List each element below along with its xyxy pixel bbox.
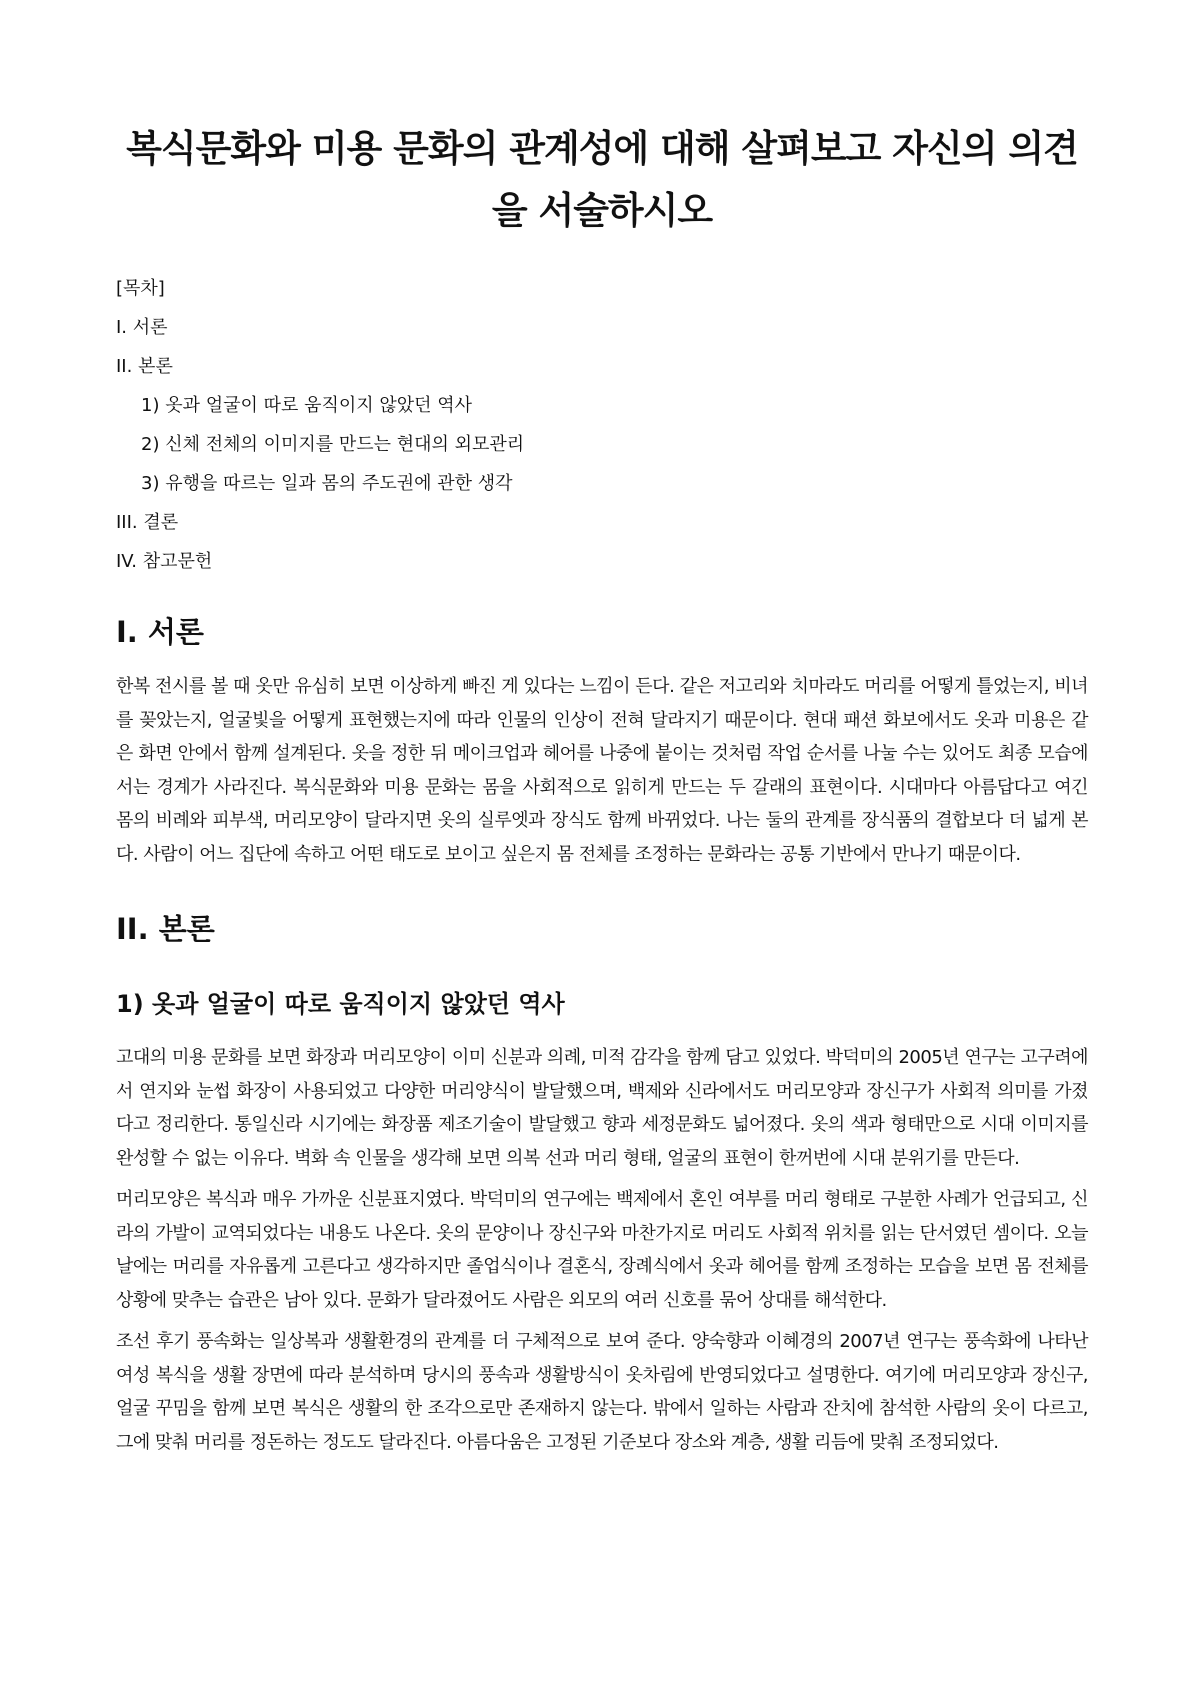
intro-paragraph: 한복 전시를 볼 때 옷만 유심히 보면 이상하게 빠진 게 있다는 느낌이 든다. 같은 저고리와 치마라도 머리를 어떻게 틀었는지, 비녀를 꽂았는지, 얼굴빛을 어떻게 표현했는지에 따라 인물의 인상이 전혀 달라지기 때문이다. 현대 패션 화보에서도 옷과 미용은 같은 화면 안에서 함께 설계된다. 옷을 정한 뒤 메이크업과 헤어를 나중에 붙이는 것처럼 작업 순서를 나눌 수는 있어도 최종 모습에서는 경계가 사라진다. 복식문화와 미용 문화는 몸을 사회적으로 읽히게 만드는 두 갈래의 표현이다. 시대마다 아름답다고 여긴 몸의 비례와 피부색, 머리모양이 달라지면 옷의 실루엣과 장식도 함께 바뀌었다. 나는 둘의 관계를 장식품의 결합보다 더 넓게 본다. 사람이 어느 집단에 속하고 어떤 태도로 보이고 싶은지 몸 전체를 조정하는 문화라는 공통 기반에서 만나기 때문이다. <box>116 676 1088 865</box>
toc-item: II. 본론 <box>116 356 173 377</box>
section-heading-body: II. 본론 <box>116 912 215 946</box>
toc-item: III. 결론 <box>116 512 179 533</box>
toc-subitem: 3) 유행을 따르는 일과 몸의 주도권에 관한 생각 <box>141 473 513 494</box>
toc-subitem: 1) 옷과 얼굴이 따로 움직이지 않았던 역사 <box>141 395 473 416</box>
body-paragraph: 고대의 미용 문화를 보면 화장과 머리모양이 이미 신분과 의례, 미적 감각을 함께 담고 있었다. 박덕미의 2005년 연구는 고구려에서 연지와 눈썹 화장이 사용되었고 다양한 머리양식이 발달했으며, 백제와 신라에서도 머리모양과 장신구가 사회적 의미를 가졌다고 정리한다. 통일신라 시기에는 화장품 제조기술이 발달했고 향과 세정문화도 넓어졌다. 옷의 색과 형태만으로 시대 이미지를 완성할 수 없는 이유다. 벽화 속 인물을 생각해 보면 의복 선과 머리 형태, 얼굴의 표현이 한꺼번에 시대 분위기를 만든다. <box>116 1047 1088 1169</box>
toc-heading: [목차] <box>116 278 165 299</box>
toc-subitem: 2) 신체 전체의 이미지를 만드는 현대의 외모관리 <box>141 434 525 455</box>
section-heading-intro: I. 서론 <box>116 615 204 649</box>
toc-item: I. 서론 <box>116 317 168 338</box>
document-title: 복식문화와 미용 문화의 관계성에 대해 살펴보고 자신의 의견을 서술하시오 <box>126 127 1078 232</box>
toc-item: IV. 참고문헌 <box>116 551 213 572</box>
body-paragraph: 조선 후기 풍속화는 일상복과 생활환경의 관계를 더 구체적으로 보여 준다. 양숙향과 이혜경의 2007년 연구는 풍속화에 나타난 여성 복식을 생활 장면에 따라 분석하며 당시의 풍속과 생활방식이 옷차림에 반영되었다고 설명한다. 여기에 머리모양과 장신구, 얼굴 꾸밈을 함께 보면 복식은 생활의 한 조각으로만 존재하지 않는다. 밖에서 일하는 사람과 잔치에 참석한 사람의 옷이 다르고, 그에 맞춰 머리를 정돈하는 정도도 달라진다. 아름다움은 고정된 기준보다 장소와 계층, 생활 리듬에 맞춰 조정되었다. <box>116 1331 1088 1453</box>
body-paragraph: 머리모양은 복식과 매우 가까운 신분표지였다. 박덕미의 연구에는 백제에서 혼인 여부를 머리 형태로 구분한 사례가 언급되고, 신라의 가발이 교역되었다는 내용도 나온다. 옷의 문양이나 장신구와 마찬가지로 머리도 사회적 위치를 읽는 단서였던 셈이다. 오늘날에는 머리를 자유롭게 고른다고 생각하지만 졸업식이나 결혼식, 장례식에서 옷과 헤어를 함께 조정하는 모습을 보면 몸 전체를 상황에 맞추는 습관은 남아 있다. 문화가 달라졌어도 사람은 외모의 여러 신호를 묶어 상대를 해석한다. <box>116 1189 1088 1311</box>
subsection-heading-history: 1) 옷과 얼굴이 따로 움직이지 않았던 역사 <box>116 990 565 1018</box>
table-of-contents <box>116 276 1088 574</box>
